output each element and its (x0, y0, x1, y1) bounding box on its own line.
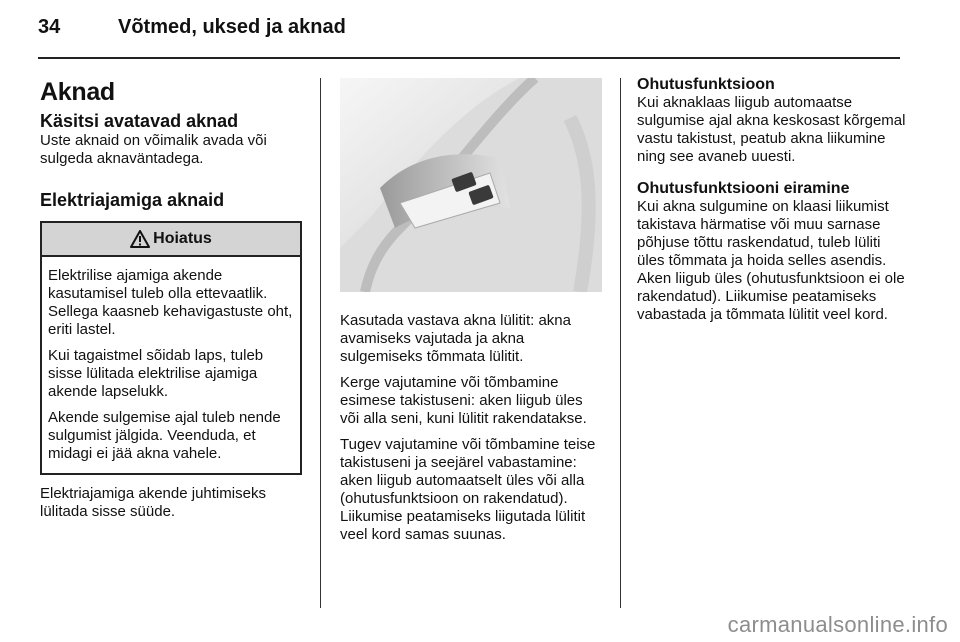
column-left (40, 70, 302, 529)
manual-windows-text: Uste aknaid on võimalik avada või sulgeda aknaväntadega. (40, 132, 267, 167)
electric-windows-heading: Elektriajamiga aknaid (40, 190, 225, 210)
light-press-text: Kerge vajutamine või tõmbamine esimese takistuseni: aken liigub üles või alla seni, kuni lülitit rakendatakse. (340, 374, 587, 427)
override-text: Kui akna sulgumine on klaasi liikumist takistava härmatise või muu sarnase põhjuse tõttu raskendatud, tuleb lüliti üles tõmmata ja hoida selles asendis. Aken liigub üles (ohutusfunktsioon ei ole rakendatud). Liikumise peatamiseks vabastada ja tõmmata lülitit veel kord. (637, 198, 905, 323)
warning-header (42, 223, 300, 257)
section-title: Aknad (40, 78, 115, 106)
switch-usage-text: Kasutada vastava akna lülitit: akna avamiseks vajutada ja akna sulgemiseks tõmmata lülitit. (340, 312, 571, 365)
warning-paragraph: Kui tagaistmel sõidab laps, tuleb sisse lülitada elektrilise ajamiga akende lapselukk. (48, 347, 264, 400)
warning-box (40, 221, 302, 475)
warning-title: Hoiatus (153, 230, 212, 247)
column-right (637, 70, 912, 332)
ignition-text: Elektriajamiga akende juhtimiseks lülitada sisse süüde. (40, 485, 266, 520)
warning-triangle-icon (130, 230, 150, 248)
watermark: carmanualsonline.info (727, 612, 948, 637)
column-divider-1 (320, 78, 321, 608)
header-divider (38, 57, 900, 59)
warning-paragraph: Akende sulgemise ajal tuleb nende sulgumist jälgida. Veenduda, et midagi ei jää akna vahele. (48, 409, 281, 462)
chapter-title: Võtmed, uksed ja aknad (118, 16, 346, 38)
warning-paragraph: Elektrilise ajamiga akende kasutamisel tuleb olla ettevaatlik. Sellega kaasneb kehavigastuste oht, eriti lastel. (48, 267, 293, 338)
column-divider-2 (620, 78, 621, 608)
warning-body (42, 257, 300, 473)
page-header (38, 16, 918, 46)
page-number: 34 (38, 16, 61, 38)
strong-press-text: Tugev vajutamine või tõmbamine teise takistuseni ja seejärel vabastamine: aken liigub automaatselt üles või alla (ohutusfunktsioon on rakendatud). Liikumise peatamiseks liigutada lülitit veel kord samas suunas. (340, 436, 596, 543)
override-heading: Ohutusfunktsiooni eiramine (637, 180, 850, 197)
safety-function-heading: Ohutusfunktsioon (637, 76, 775, 93)
safety-function-text: Kui aknaklaas liigub automaatse sulgumise ajal akna keskosast kõrgemal vastu takistust, peatub akna liikumine ning see avaneb uuesti. (637, 94, 906, 165)
window-switch-photo (340, 78, 602, 292)
door-panel-illustration (340, 78, 602, 292)
manual-windows-heading: Käsitsi avatavad aknad (40, 111, 239, 131)
column-middle (340, 70, 602, 552)
